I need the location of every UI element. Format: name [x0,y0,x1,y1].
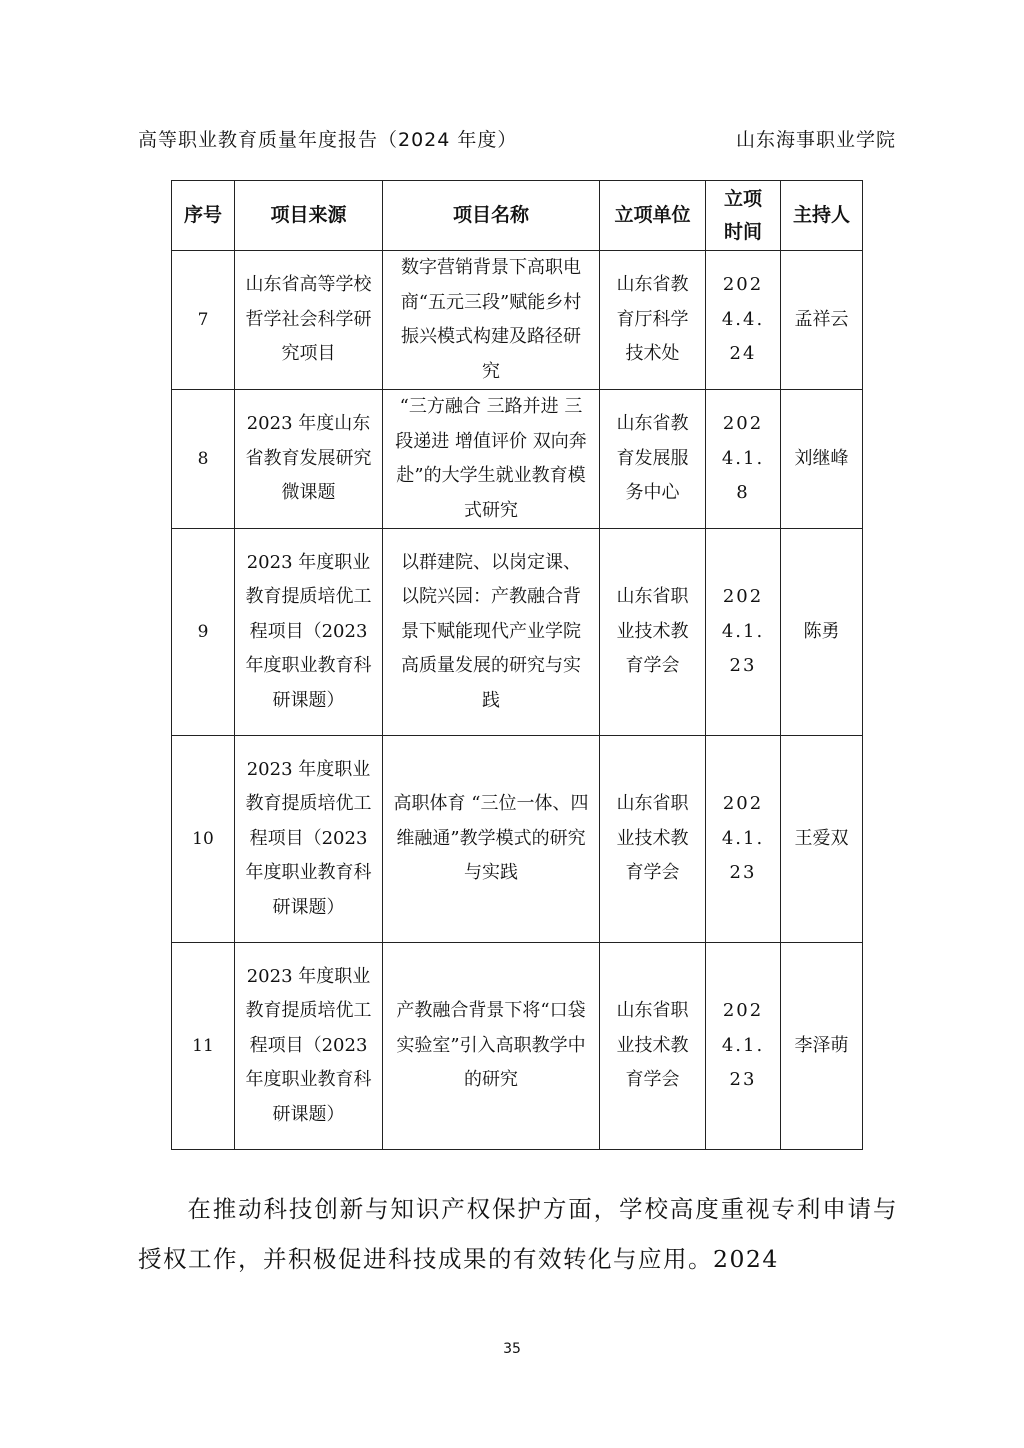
header-project-name: 项目名称 [383,181,600,251]
cell-project-name: “三方融合 三路并进 三段递进 增值评价 双向奔赴”的大学生就业教育模式研究 [383,390,600,529]
cell-unit: 山东省职业技术教育学会 [600,943,706,1150]
cell-host: 孟祥云 [781,251,863,390]
cell-source: 2023 年度职业教育提质培优工程项目（2023 年度职业教育科研课题） [235,529,383,736]
cell-source: 山东省高等学校哲学社会科学研究项目 [235,251,383,390]
header-host: 主持人 [781,181,863,251]
table-row [172,390,863,529]
cell-source: 2023 年度职业教育提质培优工程项目（2023 年度职业教育科研课题） [235,943,383,1150]
table-row [172,943,863,1150]
cell-host: 刘继峰 [781,390,863,529]
cell-seq: 8 [172,390,235,529]
research-projects-table [171,180,863,1150]
cell-source: 2023 年度山东省教育发展研究微课题 [235,390,383,529]
header-unit: 立项单位 [600,181,706,251]
header-date: 立项时间 [706,181,781,251]
cell-date: 2024.1.23 [706,529,781,736]
cell-project-name: 产教融合背景下将“口袋实验室”引入高职教学中的研究 [383,943,600,1150]
cell-seq: 11 [172,943,235,1150]
body-paragraph: 在推动科技创新与知识产权保护方面，学校高度重视专利申请与授权工作，并积极促进科技成果的有效转化与应用。2024 [138,1194,898,1273]
cell-date: 2024.1.8 [706,390,781,529]
cell-host: 陈勇 [781,529,863,736]
header-source: 项目来源 [235,181,383,251]
cell-project-name: 高职体育 “三位一体、四维融通”教学模式的研究与实践 [383,736,600,943]
cell-date: 2024.4.24 [706,251,781,390]
cell-seq: 7 [172,251,235,390]
table-header-row [172,181,863,251]
table-row [172,736,863,943]
cell-unit: 山东省教育发展服务中心 [600,390,706,529]
cell-source: 2023 年度职业教育提质培优工程项目（2023 年度职业教育科研课题） [235,736,383,943]
cell-project-name: 以群建院、以岗定课、以院兴园：产教融合背景下赋能现代产业学院高质量发展的研究与实践 [383,529,600,736]
cell-host: 李泽萌 [781,943,863,1150]
table-row [172,251,863,390]
cell-unit: 山东省职业技术教育学会 [600,529,706,736]
cell-unit: 山东省教育厅科学技术处 [600,251,706,390]
header-seq: 序号 [172,181,235,251]
cell-seq: 10 [172,736,235,943]
cell-seq: 9 [172,529,235,736]
cell-unit: 山东省职业技术教育学会 [600,736,706,943]
table-row [172,529,863,736]
page-number: 35 [503,1341,521,1357]
cell-host: 王爱双 [781,736,863,943]
cell-date: 2024.1.23 [706,736,781,943]
school-name-header: 山东海事职业学院 [735,129,896,151]
cell-project-name: 数字营销背景下高职电商“五元三段”赋能乡村振兴模式构建及路径研究 [383,251,600,390]
report-title-header: 高等职业教育质量年度报告（2024 年度） [138,129,518,151]
cell-date: 2024.1.23 [706,943,781,1150]
